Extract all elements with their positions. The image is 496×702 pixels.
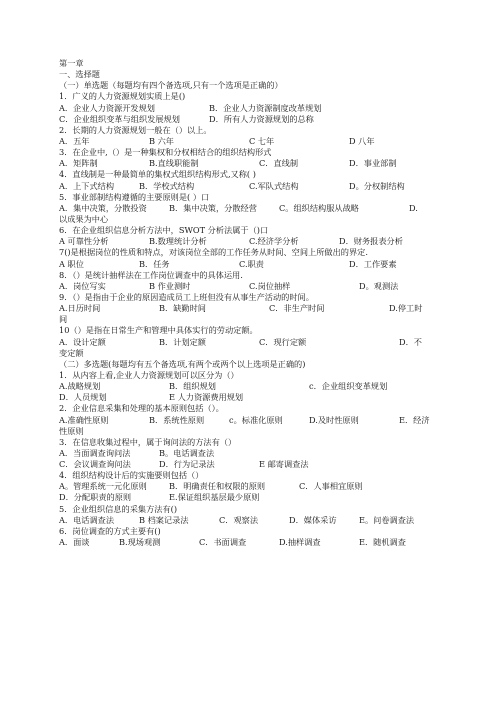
option-c: C.职责 [239, 258, 264, 269]
mc-question-5-options [59, 515, 451, 526]
option-d: D．所有人力资源规划的总称 [209, 113, 314, 124]
chapter-title: 第一章 [59, 58, 84, 68]
section-heading: 一、选择题 [59, 69, 100, 80]
mc-question-4-options-row1 [59, 481, 451, 492]
option-a: A.日历时间 [59, 303, 101, 314]
question-7-options [59, 259, 451, 270]
option-c: C．企业组织变革与组织发展规划 [59, 113, 180, 124]
option-b: B．系统性原则 [149, 414, 205, 425]
option-c: C。组织结构服从战略 [279, 202, 359, 213]
question-10-options [59, 337, 451, 348]
option-e: E．随机调查 [359, 537, 406, 548]
option-a: A．设计定额 [59, 336, 106, 347]
question-6-stem: 6．在企业组织信息分析方法中，SWOT 分析法属于（)口 [59, 225, 269, 236]
option-b: B 作业测时 [149, 280, 191, 291]
option-b: B．学校式结构 [139, 180, 195, 191]
question-4-options [59, 181, 451, 192]
option-e: E 邮寄调查法 [259, 459, 309, 470]
option-b: B．集中决策，分散经营 [169, 202, 257, 213]
question-10-option-d-continued: 变定额 [59, 347, 84, 358]
option-c: C．现行定额 [259, 336, 307, 347]
question-9-option-d-continued: 间 [59, 314, 68, 325]
question-8-stem: 8．（）是统计抽样法在工作岗位调查中的具体运用. [59, 269, 243, 280]
multiple-choice-heading: （二）多选题(每题均有五个备选项,有两个或两个以上选项是正确的) [59, 358, 306, 369]
option-e: E 人力资源费用规划 [169, 392, 244, 403]
mc-question-1-options-row2 [59, 392, 451, 403]
option-d: D 八年 [349, 135, 375, 146]
question-9-options [59, 303, 451, 314]
question-5-stem: 5．事业部制结构遵循的主要原则是( ）口 [59, 191, 210, 202]
option-a: A．面谈 [59, 537, 90, 548]
option-d: D.及时性原则 [309, 414, 359, 425]
option-b: B 六年 [149, 135, 174, 146]
option-c: c．企业组织变革规划 [309, 381, 388, 392]
option-b: B.现场观测 [119, 537, 161, 548]
question-9-stem: 9．（）是指由于企业的原因造成员工上班但没有从事生产活动的时间。 [59, 291, 314, 302]
option-a: A.战略规划 [59, 381, 101, 392]
question-1-options-row1 [59, 103, 451, 114]
option-d: D. [409, 202, 418, 213]
option-d: D．事业部制 [349, 158, 397, 169]
mc-question-3-stem: 3．在信息收集过程中，属于询问法的方法有（） [59, 436, 237, 447]
option-a: A．矩阵制 [59, 158, 98, 169]
option-c: C.岗位抽样 [249, 280, 291, 291]
option-c: C.军队式结构 [249, 180, 299, 191]
question-2-stem: 2．长期的人力资源规划一般在（）以上。 [59, 124, 212, 135]
option-a: A 可靠性分析 [59, 236, 109, 247]
option-c: C.经济学分析 [249, 236, 299, 247]
mc-question-4-stem: 4．组织结构设计后的实施要则包括（） [59, 470, 204, 481]
option-d: D．分配职责的原则 [59, 492, 132, 503]
option-b: B。电话调查法 [159, 447, 215, 458]
mc-question-2-stem: 2．企业信息采集和处理的基本原则包括（）。 [59, 403, 224, 414]
option-d: D．人员规划 [59, 392, 107, 403]
mc-question-3-options-row2 [59, 459, 451, 470]
mc-question-6-options [59, 537, 451, 548]
question-5-option-d-continued: 以成果为中心 [59, 213, 109, 224]
mc-question-3-options-row1 [59, 448, 451, 459]
option-c: c。标准化原则 [229, 414, 283, 425]
option-d: D.停工时 [389, 303, 423, 314]
option-d: D．不 [399, 336, 422, 347]
question-4-stem: 4．直线制是一种最简单的集权式组织结构形式,又称( ) [59, 169, 256, 180]
option-d: D．媒体采访 [289, 514, 337, 525]
option-c: C 七年 [249, 135, 275, 146]
mc-question-4-options-row2 [59, 492, 451, 503]
option-a: A．电话调查法 [59, 514, 115, 525]
single-choice-heading: （一）单选题（每题均有四个备选项,只有一个选项是正确的） [59, 80, 283, 91]
option-c: C．人事相宜原则 [299, 481, 363, 492]
mc-question-6-stem: 6．岗位调查的方式主要有() [59, 525, 161, 536]
option-a: A.准确性原则 [59, 414, 109, 425]
option-b: B 档案记录法 [139, 514, 189, 525]
option-c: C．非生产时间 [269, 303, 325, 314]
question-5-options [59, 203, 451, 214]
question-1-options-row2 [59, 114, 451, 125]
question-3-stem: 3．在企业中,（）是一种集权和分权相结合的组织结构形式 [59, 147, 272, 158]
option-d: D。观测法 [359, 280, 399, 291]
option-d: D。分权制结构 [349, 180, 405, 191]
question-1-stem: 1．广义的人力资源规划实质上是() [59, 91, 186, 102]
option-a: A．企业人力资源开发规划 [59, 102, 155, 113]
option-a: A。管理系统一元化原则 [59, 481, 147, 492]
option-a: A 职位 [59, 258, 84, 269]
option-b: B．任务 [139, 258, 170, 269]
question-3-options [59, 158, 451, 169]
question-7-stem: 7()是根据岗位的性质和特点，对该岗位全部的工作任务从时间、空间上所做出的界定. [59, 247, 368, 258]
question-6-options [59, 236, 451, 247]
option-d: D.抽样调查 [279, 537, 321, 548]
option-d: D．工作要素 [349, 258, 397, 269]
mc-question-5-stem: 5．企业组织信息的采集方法有() [59, 503, 178, 514]
option-b: B．计划定额 [159, 336, 206, 347]
mc-question-2-options [59, 415, 451, 426]
option-b: B．明确责任和权限的原则 [169, 481, 266, 492]
option-c: C．直线制 [259, 158, 299, 169]
option-c: C．会议调查询问法 [59, 459, 131, 470]
option-b: B.直线职能制 [149, 158, 199, 169]
option-b: B．企业人力资源制度改革规划 [209, 102, 322, 113]
option-e: E.保证组织基层最少原则 [169, 492, 260, 503]
mc-question-1-options-row1 [59, 381, 451, 392]
option-a: A．五年 [59, 135, 90, 146]
question-10-stem: 10（）是指在日常生产和管理中具体实行的劳动定额。 [59, 325, 258, 336]
option-b: B．组织规划 [169, 381, 216, 392]
option-c: C．观察法 [219, 514, 259, 525]
option-a: A．当面调查询问法 [59, 447, 131, 458]
option-b: B.数理统计分析 [149, 236, 207, 247]
option-c: C．书面调查 [199, 537, 247, 548]
option-b: B．缺勤时间 [159, 303, 206, 314]
option-e: E。问卷调查法 [359, 514, 415, 525]
question-2-options [59, 136, 451, 147]
mc-question-1-stem: 1．从内容上看,企业人力资源规划可以区分为（） [59, 369, 239, 380]
option-d: D．行为记录法 [159, 459, 215, 470]
option-a: A．上下式结构 [59, 180, 115, 191]
option-d: D．财务报表分析 [339, 236, 403, 247]
mc-question-2-option-e-continued: 性原则 [59, 425, 84, 436]
option-e: E．经济 [399, 414, 430, 425]
option-a: A．集中决策，分散投资 [59, 202, 147, 213]
document-page [59, 58, 451, 548]
option-a: A．岗位写实 [59, 280, 106, 291]
question-8-options [59, 281, 451, 292]
